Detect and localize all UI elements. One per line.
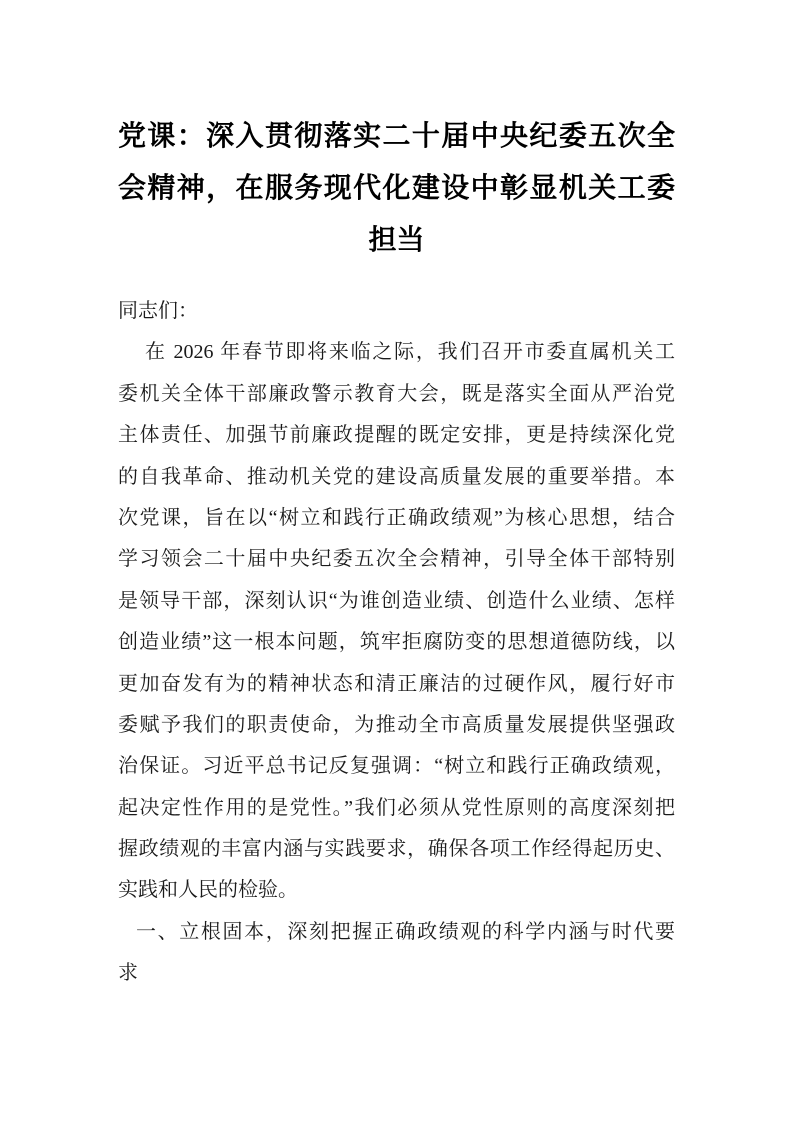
document-title xyxy=(118,111,675,267)
paragraph-line: 握政绩观的丰富内涵与实践要求，确保各项工作经得起历史、 xyxy=(118,838,675,861)
salutation: 同志们： xyxy=(118,300,198,322)
paragraph-line: 更加奋发有为的精神状态和清正廉洁的过硬作风，履行好市 xyxy=(118,672,675,695)
paragraph-line: 次党课，旨在以“树立和践行正确政绩观”为核心思想，结合 xyxy=(118,506,675,529)
paragraph-line: 实践和人民的检验。 xyxy=(118,879,298,902)
section-heading-line: 求 xyxy=(118,962,138,985)
paragraph-line: 是领导干部，深刻认识“为谁创造业绩、创造什么业绩、怎样 xyxy=(118,589,675,612)
paragraph-line: 主体责任、加强节前廉政提醒的既定安排，更是持续深化党 xyxy=(118,424,675,447)
paragraph-line: 创造业绩”这一根本问题，筑牢拒腐防变的思想道德防线，以 xyxy=(118,631,675,654)
title-line: 党课：深入贯彻落实二十届中央纪委五次全 xyxy=(118,121,675,152)
paragraph-line: 委机关全体干部廉政警示教育大会，既是落实全面从严治党 xyxy=(118,382,675,405)
title-line: 担当 xyxy=(368,225,425,256)
paragraph-line: 起决定性作用的是党性。”我们必须从党性原则的高度深刻把 xyxy=(118,796,675,819)
paragraph-line: 在 2026 年春节即将来临之际，我们召开市委直属机关工 xyxy=(145,341,675,364)
paragraph-line: 学习领会二十届中央纪委五次全会精神，引导全体干部特别 xyxy=(118,548,675,571)
section-heading-line: 一、立根固本，深刻把握正确政绩观的科学内涵与时代要 xyxy=(136,920,675,943)
document-content xyxy=(118,0,675,995)
title-line: 会精神，在服务现代化建设中彰显机关工委 xyxy=(118,173,675,204)
document-body xyxy=(118,291,675,995)
paragraph-line: 治保证。习近平总书记反复强调：“树立和践行正确政绩观， xyxy=(118,755,675,778)
paragraph-line: 委赋予我们的职责使命，为推动全市高质量发展提供坚强政 xyxy=(118,713,675,736)
paragraph-line: 的自我革命、推动机关党的建设高质量发展的重要举措。本 xyxy=(118,465,675,488)
